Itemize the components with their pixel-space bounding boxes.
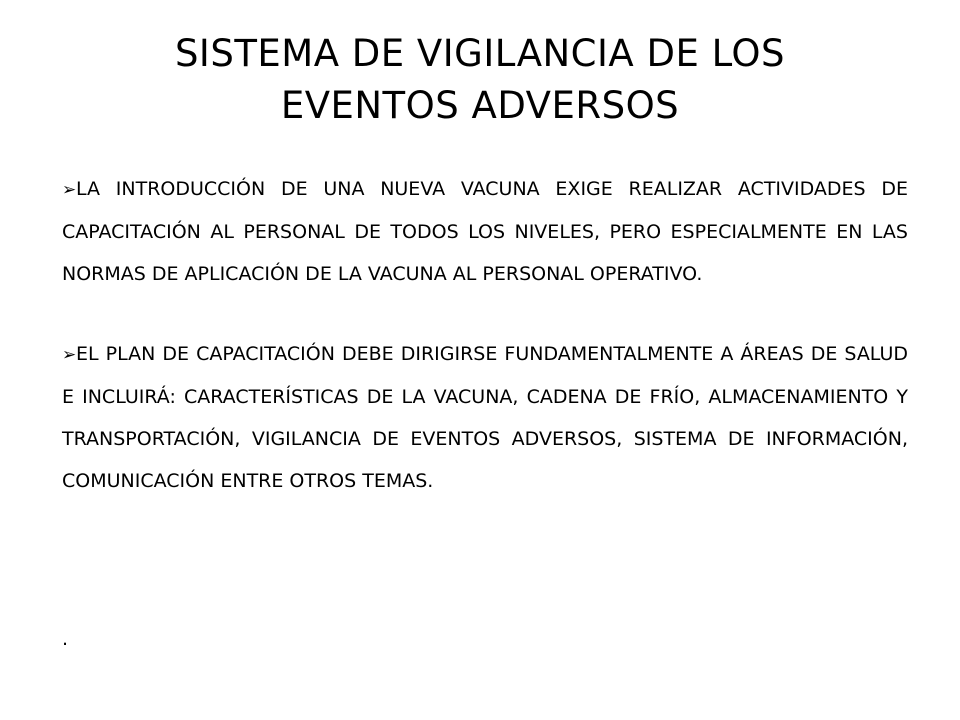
slide-body [62, 168, 908, 502]
trailing-period: . [62, 628, 69, 650]
title-line-1: SISTEMA DE VIGILANCIA DE LOS [174, 32, 786, 75]
bullet-paragraph-2 [62, 333, 908, 502]
arrow-bullet-icon: ➢ [62, 345, 77, 365]
paragraph-1-text: LA INTRODUCCIÓN DE UNA NUEVA VACUNA EXIGE REALIZAR ACTIVIDADES DE CAPACITACIÓN AL PERSONAL DE TODOS LOS NIVELES, PERO ESPECIALMENTE EN LAS NORMAS DE APLICACIÓN DE LA VACUNA AL PERSONAL OPERATIVO. [62, 178, 908, 285]
slide-title [60, 28, 900, 132]
arrow-bullet-icon: ➢ [62, 180, 77, 200]
title-line-2: EVENTOS ADVERSOS [280, 84, 680, 127]
paragraph-2-text: EL PLAN DE CAPACITACIÓN DEBE DIRIGIRSE FUNDAMENTALMENTE A ÁREAS DE SALUD E INCLUIRÁ: CARACTERÍSTICAS DE LA VACUNA, CADENA DE FRÍO, ALMACENAMIENTO Y TRANSPORTACIÓN, VIGILANCIA DE EVENTOS ADVERSOS, SISTEMA DE INFORMACIÓN, COMUNICACIÓN ENTRE OTROS TEMAS. [62, 343, 908, 492]
bullet-paragraph-1 [62, 168, 908, 295]
